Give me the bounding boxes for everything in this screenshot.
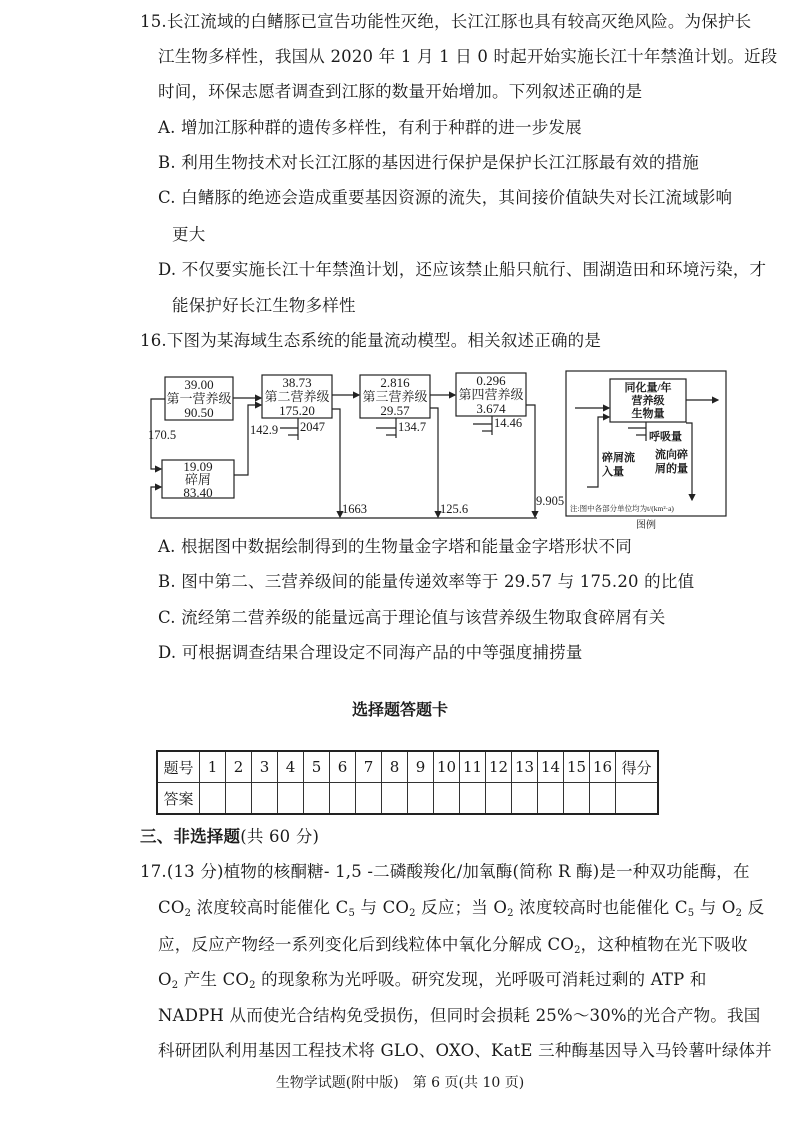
q16-option-b: B. 图中第二、三营养级间的能量传递效率等于 29.57 与 175.20 的比值 bbox=[158, 572, 695, 591]
level-2-bottom: 175.20 bbox=[279, 403, 315, 418]
subscript: 5 bbox=[348, 908, 356, 919]
subscript: 2 bbox=[507, 908, 514, 919]
answer-cell-2[interactable] bbox=[226, 783, 252, 815]
legend-to-detritus-2: 屑的量 bbox=[655, 463, 688, 475]
subscript: 2 bbox=[184, 908, 192, 919]
answer-cell-6[interactable] bbox=[330, 783, 356, 815]
level-2-top: 38.73 bbox=[282, 375, 312, 390]
number-row-label: 题号 bbox=[157, 751, 200, 783]
q16-option-c: C. 流经第二营养级的能量远高于理论值与该营养级生物取食碎屑有关 bbox=[158, 608, 666, 627]
question-number: 14 bbox=[538, 751, 564, 783]
q16-option-d: D. 可根据调查结果合理设定不同海产品的中等强度捕捞量 bbox=[158, 643, 583, 662]
question-number: 13 bbox=[512, 751, 538, 783]
legend-respiration: 呼吸量 bbox=[649, 431, 682, 443]
answer-cell-7[interactable] bbox=[356, 783, 382, 815]
subscript: 2 bbox=[249, 980, 256, 991]
flow-l1-detritus: 170.5 bbox=[148, 428, 177, 442]
answer-card-title: 选择题答题卡 bbox=[351, 700, 448, 719]
answer-cell-4[interactable] bbox=[278, 783, 304, 815]
subscript: 2 bbox=[171, 980, 179, 991]
question-number: 15 bbox=[564, 751, 590, 783]
q16-stem: 16.下图为某海域生态系统的能量流动模型。相关叙述正确的是 bbox=[140, 331, 602, 350]
q15-option-d: D. 不仅要实施长江十年禁渔计划，还应该禁止船只航行、围湖造田和环境污染，才 bbox=[158, 260, 767, 279]
arrow-l3-down bbox=[430, 408, 438, 517]
level-1-top: 39.00 bbox=[184, 377, 214, 392]
arrow-detritus-l2 bbox=[234, 405, 261, 475]
answer-cell-11[interactable] bbox=[460, 783, 486, 815]
question-number: 8 bbox=[382, 751, 408, 783]
subscript: 2 bbox=[409, 908, 416, 919]
energy-flow-diagram bbox=[140, 365, 740, 530]
text: O bbox=[158, 970, 172, 989]
legend-to-detritus-1: 流向碎 bbox=[655, 449, 688, 461]
q17-line-5: NADPH 从而使光合结构免受损伤，但同时会损耗 25%～30%的光合产物。我国 bbox=[158, 1006, 761, 1025]
text: ，这种植物在光下吸收 bbox=[580, 935, 748, 954]
level-4-top: 0.296 bbox=[476, 373, 506, 388]
level-1-bottom: 90.50 bbox=[184, 405, 214, 420]
q16-option-a: A. 根据图中数据绘制得到的生物量金字塔和能量金字塔形状不同 bbox=[158, 537, 632, 556]
q17-line-2 bbox=[158, 898, 764, 924]
legend-detritus-in-2: 入量 bbox=[602, 466, 624, 478]
level-3-top: 2.816 bbox=[380, 375, 410, 390]
to-detritus-l3: 125.6 bbox=[440, 502, 469, 516]
answer-cell-13[interactable] bbox=[512, 783, 538, 815]
question-number: 5 bbox=[304, 751, 330, 783]
question-number: 6 bbox=[330, 751, 356, 783]
level-4-bottom: 3.674 bbox=[476, 401, 506, 416]
detritus-top: 19.09 bbox=[183, 459, 213, 474]
level-3-bottom: 29.57 bbox=[380, 403, 410, 418]
to-detritus-l2: 1663 bbox=[342, 502, 367, 516]
subscript: 5 bbox=[687, 908, 695, 919]
answer-row-label: 答案 bbox=[157, 783, 200, 815]
q15-option-d-cont: 能保护好长江生物多样性 bbox=[172, 296, 356, 315]
page-footer: 生物学试题(附中版) 第 6 页(共 10 页) bbox=[275, 1075, 525, 1091]
text: 应，反应产物经一系列变化后到线粒体中氧化分解成 CO bbox=[158, 935, 575, 954]
detritus-name: 碎屑 bbox=[184, 472, 212, 487]
q15-option-a: A. 增加江豚种群的遗传多样性，有利于种群的进一步发展 bbox=[158, 118, 582, 137]
answer-card-number-row bbox=[157, 751, 658, 783]
legend-unit-note: 注:图中各部分单位均为t/(km²·a) bbox=[570, 504, 674, 513]
level-3-name: 第三营养级 bbox=[362, 389, 428, 404]
answer-cell-16[interactable] bbox=[590, 783, 616, 815]
answer-cell-9[interactable] bbox=[408, 783, 434, 815]
q15-option-c-cont: 更大 bbox=[172, 225, 206, 244]
legend-caption: 图例 bbox=[636, 520, 656, 530]
answer-cell-8[interactable] bbox=[382, 783, 408, 815]
answer-cell-14[interactable] bbox=[538, 783, 564, 815]
question-number: 3 bbox=[252, 751, 278, 783]
level-2-name: 第二营养级 bbox=[264, 389, 330, 404]
text: 反应；当 O bbox=[415, 898, 508, 917]
respiration-l3: 134.7 bbox=[398, 420, 427, 434]
q17-line-1: 17.(13 分)植物的核酮糖- 1,5 -二磷酸羧化/加氧酶(简称 R 酶)是一种双功能酶，在 bbox=[140, 862, 750, 881]
section-3-title: 三、非选择题 bbox=[140, 827, 241, 846]
text: 与 O bbox=[694, 898, 736, 917]
text: 产生 CO bbox=[178, 970, 250, 989]
question-number: 9 bbox=[408, 751, 434, 783]
section-3-points: (共 60 分) bbox=[240, 827, 320, 846]
respiration-l4: 14.46 bbox=[494, 416, 523, 430]
answer-cell-1[interactable] bbox=[200, 783, 226, 815]
q15-option-b: B. 利用生物技术对长江江豚的基因进行保护是保护长江江豚最有效的措施 bbox=[158, 153, 699, 172]
detritus-bottom: 83.40 bbox=[183, 485, 213, 500]
q15-option-c: C. 白鳍豚的绝迹会造成重要基因资源的流失，其间接价值缺失对长江流域影响 bbox=[158, 188, 733, 207]
legend-box-line-3: 生物量 bbox=[631, 408, 665, 420]
respiration-symbol-l3 bbox=[376, 418, 396, 438]
question-number: 11 bbox=[460, 751, 486, 783]
question-number: 10 bbox=[434, 751, 460, 783]
text: 的现象称为光呼吸。研究发现，光呼吸可消耗过剩的 ATP 和 bbox=[255, 970, 707, 989]
respiration-l2: 2047 bbox=[300, 420, 325, 434]
score-label: 得分 bbox=[616, 751, 659, 783]
answer-cell-3[interactable] bbox=[252, 783, 278, 815]
arrow-l4-down bbox=[526, 405, 535, 517]
question-number: 2 bbox=[226, 751, 252, 783]
question-number: 7 bbox=[356, 751, 382, 783]
respiration-symbol-l2 bbox=[280, 418, 298, 440]
q15-stem-line-3: 时间，环保志愿者调查到江豚的数量开始增加。下列叙述正确的是 bbox=[158, 82, 643, 101]
q15-stem-line-1: 15.长江流域的白鳍豚已宣告功能性灭绝，长江江豚也具有较高灭绝风险。为保护长 bbox=[140, 12, 752, 31]
legend-detritus-in-1: 碎屑流 bbox=[602, 452, 635, 464]
answer-card-table bbox=[156, 750, 659, 815]
question-number: 4 bbox=[278, 751, 304, 783]
text: 反 bbox=[742, 898, 765, 917]
answer-card-answer-row bbox=[157, 783, 658, 815]
q15-stem-line-2: 江生物多样性，我国从 2020 年 1 月 1 日 0 时起开始实施长江十年禁渔计划。近段 bbox=[158, 47, 778, 66]
answer-cell-15[interactable] bbox=[564, 783, 590, 815]
text: 浓度较高时也能催化 C bbox=[513, 898, 688, 917]
text: 浓度较高时能催化 C bbox=[191, 898, 349, 917]
arrow-l2-down bbox=[332, 409, 340, 517]
subscript: 2 bbox=[574, 945, 581, 956]
level-4-name: 第四营养级 bbox=[458, 387, 524, 402]
answer-cell-10[interactable] bbox=[434, 783, 460, 815]
question-number: 16 bbox=[590, 751, 616, 783]
text: CO bbox=[158, 898, 185, 917]
section-3-heading bbox=[140, 827, 319, 847]
respiration-symbol-l4 bbox=[473, 416, 492, 435]
flow-detritus-l2: 142.9 bbox=[250, 423, 279, 437]
legend-box-line-2: 营养级 bbox=[631, 395, 665, 407]
score-cell[interactable] bbox=[616, 783, 659, 815]
question-number: 1 bbox=[200, 751, 226, 783]
text: 与 CO bbox=[355, 898, 410, 917]
answer-cell-12[interactable] bbox=[486, 783, 512, 815]
subscript: 2 bbox=[735, 908, 743, 919]
q17-line-6: 科研团队利用基因工程技术将 GLO、OXO、KatE 三种酶基因导入马铃薯叶绿体并 bbox=[158, 1041, 772, 1060]
to-detritus-l4: 9.905 bbox=[536, 494, 565, 508]
q17-line-4 bbox=[158, 970, 707, 996]
level-1-name: 第一营养级 bbox=[166, 391, 232, 406]
answer-cell-5[interactable] bbox=[304, 783, 330, 815]
question-number: 12 bbox=[486, 751, 512, 783]
q17-line-3 bbox=[158, 935, 748, 961]
legend-box-line-1: 同化量/年 bbox=[624, 382, 672, 394]
